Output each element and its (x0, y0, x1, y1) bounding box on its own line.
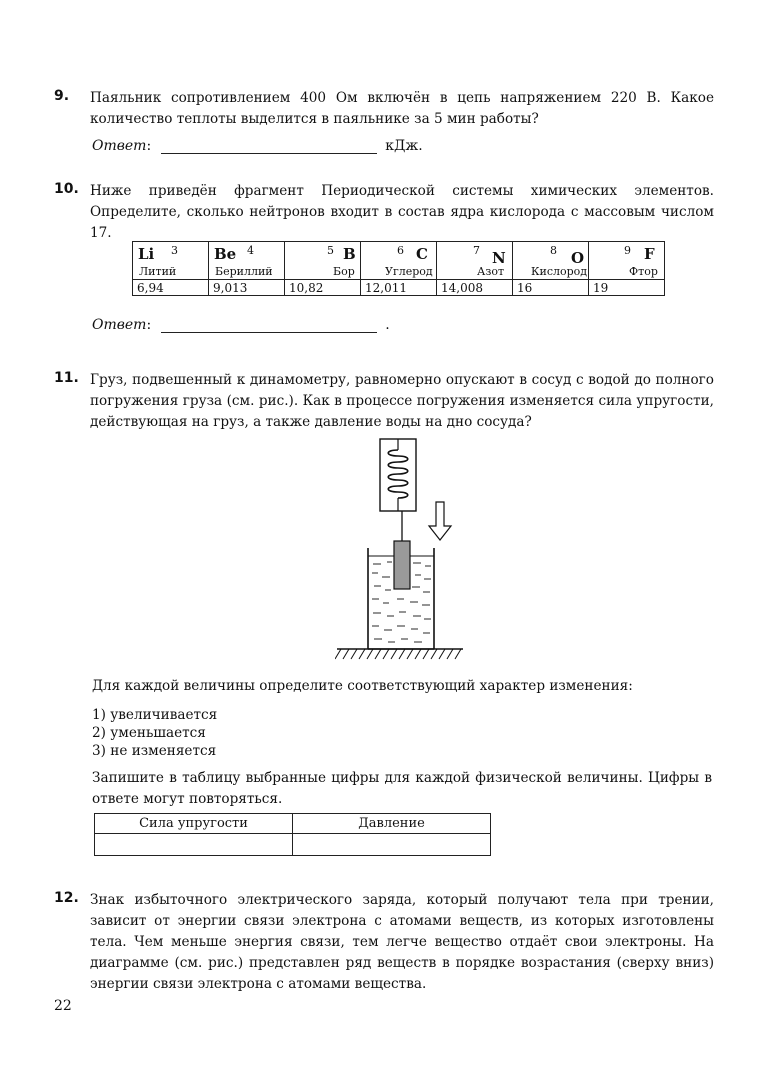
weight (394, 541, 410, 589)
question-text: Ниже приведён фрагмент Периодической системы химических элементов. Определите, сколько нейтронов входит в состав ядра кислорода с массовым числом 17. (90, 183, 714, 241)
option-item: 2) уменьшается (92, 725, 206, 741)
element-name: Азот (477, 265, 505, 278)
answer-label: Ответ (92, 317, 147, 333)
answer-end: . (385, 317, 390, 333)
element-cell-b (285, 242, 361, 296)
element-name: Кислород (531, 265, 588, 278)
question-12 (54, 890, 714, 995)
element-cell-c (361, 242, 437, 296)
table-instruction: Запишите в таблицу выбранные цифры для каждой физической величины. Цифры в ответе могут повторяться. (92, 770, 712, 807)
element-symbol: Li (138, 245, 155, 263)
element-mass: 19 (589, 279, 664, 295)
element-number: 7 (473, 244, 480, 257)
element-number: 9 (624, 244, 631, 257)
element-mass: 16 (513, 279, 588, 295)
element-symbol: Be (214, 245, 237, 263)
answer-line-9: Ответ: кДж. (92, 138, 423, 154)
element-cell-f (589, 242, 665, 296)
answer-field[interactable] (161, 139, 377, 154)
element-cell-o (513, 242, 589, 296)
element-symbol: F (644, 245, 655, 263)
instruction-text: Для каждой величины определите соответствующий характер изменения: (92, 678, 633, 694)
element-cell-li (133, 242, 209, 296)
question-text: Паяльник сопротивлением 400 Ом включён в цепь напряжением 220 В. Какое количество теплоты выделится в паяльнике за 5 мин работы? (90, 90, 714, 127)
element-cell-be (209, 242, 285, 296)
table-header-elastic-force: Сила упругости (95, 814, 293, 834)
answer-cell-elastic-force[interactable] (95, 834, 293, 856)
table-header-pressure: Давление (293, 814, 491, 834)
answer-table (94, 813, 491, 856)
question-number: 9. (54, 88, 70, 104)
question-11 (54, 370, 714, 433)
element-number: 4 (247, 244, 254, 257)
element-symbol: B (343, 245, 356, 263)
element-symbol: C (416, 245, 428, 263)
element-mass: 12,011 (361, 279, 436, 295)
element-mass: 6,94 (133, 279, 208, 295)
element-number: 8 (550, 244, 557, 257)
element-name: Бор (333, 265, 355, 278)
question-10 (54, 181, 714, 244)
options-list (92, 706, 217, 760)
element-symbol: N (492, 249, 506, 267)
element-number: 5 (327, 244, 334, 257)
element-mass: 10,82 (285, 279, 360, 295)
option-item: 1) увеличивается (92, 707, 218, 723)
down-arrow-icon (429, 502, 451, 540)
dynamometer-vessel-figure (335, 436, 465, 664)
option-item: 3) не изменяется (92, 743, 217, 759)
element-name: Углерод (385, 265, 433, 278)
question-9 (54, 88, 714, 130)
question-number: 11. (54, 370, 79, 386)
periodic-table-fragment (132, 241, 665, 296)
element-mass: 14,008 (437, 279, 512, 295)
question-number: 10. (54, 181, 79, 197)
element-name: Бериллий (215, 265, 273, 278)
question-text: Груз, подвешенный к динамометру, равномерно опускают в сосуд с водой до полного погружения груза (см. рис.). Как в процессе погружения изменяется сила упругости, действующая на груз, а также давление воды на дно сосуда? (90, 372, 714, 430)
element-cell-n (437, 242, 513, 296)
answer-field[interactable] (161, 318, 377, 333)
question-text: Знак избыточного электрического заряда, который получают тела при трении, зависит от энергии связи электрона с атомами веществ, из которых изготовлены тела. Чем меньше энергия связи, тем легче вещество отдаёт свои электроны. На диаграмме (см. рис.) представлен ряд веществ в порядке возрастания (сверху вниз) энергии связи электрона с атомами вещества. (90, 892, 714, 992)
answer-unit: кДж. (385, 138, 423, 154)
answer-line-10: Ответ: . (92, 317, 390, 333)
element-number: 3 (171, 244, 178, 257)
answer-label: Ответ (92, 138, 147, 154)
element-symbol: O (571, 249, 585, 267)
question-number: 12. (54, 890, 79, 906)
answer-cell-pressure[interactable] (293, 834, 491, 856)
page-number: 22 (54, 998, 72, 1014)
element-number: 6 (397, 244, 404, 257)
element-mass: 9,013 (209, 279, 284, 295)
element-name: Фтор (629, 265, 658, 278)
element-name: Литий (139, 265, 177, 278)
